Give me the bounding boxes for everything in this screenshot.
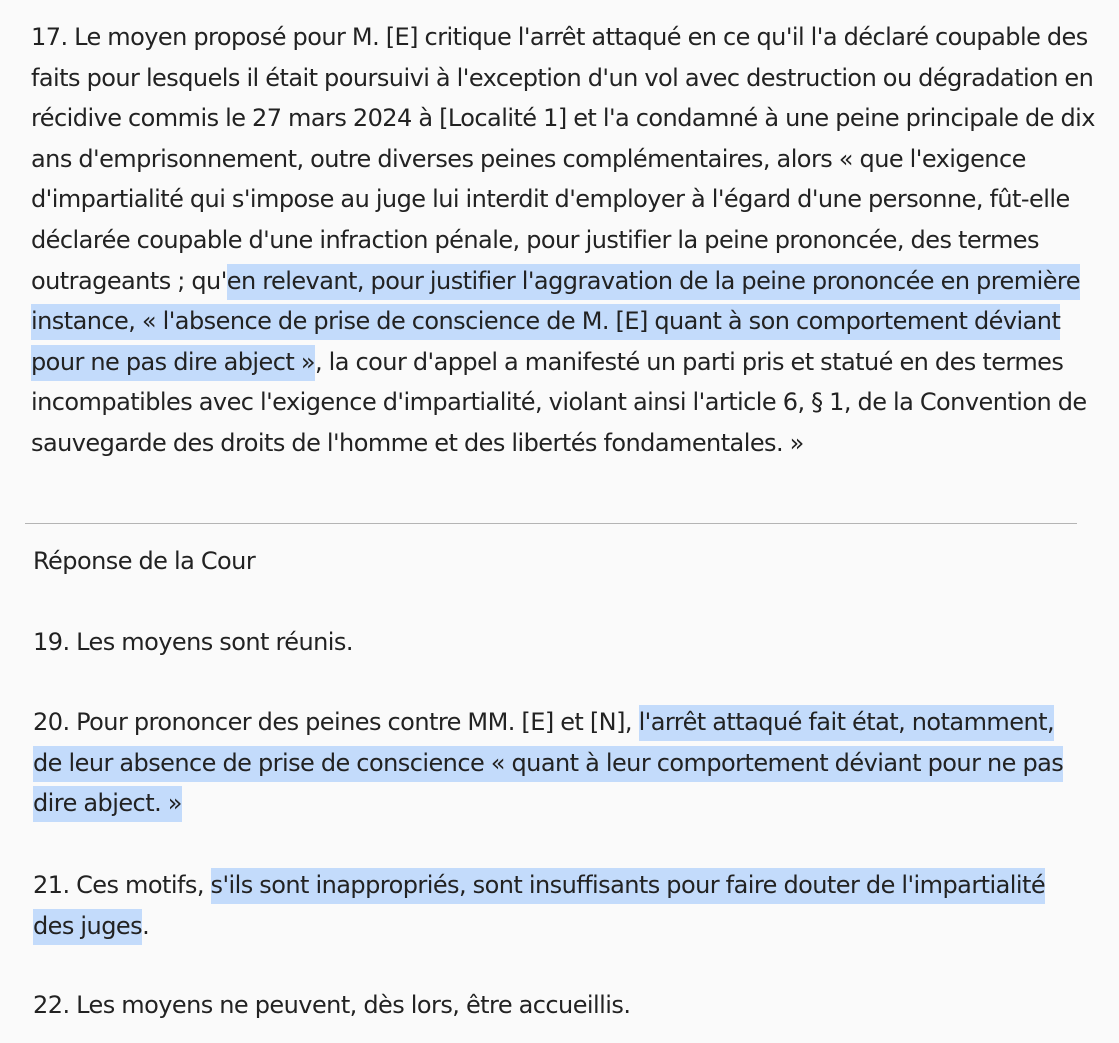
section-divider: [25, 523, 1077, 524]
paragraph-17-selected-text[interactable]: en relevant, pour justifier l'aggravation de la peine prononcée en première instance, « l'absence de prise de conscience de M. [E] quant à son comportement déviant pour ne pas dire abject »: [31, 264, 1080, 381]
paragraph-20-text-start: 20. Pour prononcer des peines contre MM. [E] et [N],: [33, 708, 639, 736]
paragraph-20-selected-text[interactable]: l'arrêt attaqué fait état, notamment, de leur absence de prise de conscience « quant à leur comportement déviant pour ne pas dire abject. »: [33, 705, 1063, 822]
paragraph-20: [33, 702, 1073, 824]
paragraph-17-text-end: , la cour d'appel a manifesté un parti pris et statué en des termes incompatibles avec l'exigence d'impartialité, violant ainsi l'article 6, § 1, de la Convention de sauvegarde des droits de l'homme et des libertés fondamentales. »: [31, 347, 1087, 457]
section-heading-reponse-de-la-cour: Réponse de la Cour: [33, 547, 256, 575]
paragraph-21-text-end: .: [142, 911, 150, 940]
paragraph-21: [33, 865, 1073, 946]
paragraph-19: 19. Les moyens sont réunis.: [33, 628, 353, 656]
paragraph-17-text-start: 17. Le moyen proposé pour M. [E] critique l'arrêt attaqué en ce qu'il l'a déclaré coupable des faits pour lesquels il était poursuivi à l'exception d'un vol avec destruction ou dégradation en récidive commis le 27 mars 2024 à [Localité 1] et l'a condamné à une peine principale de dix ans d'emprisonnement, outre diverses peines complémentaires, alors « que l'exigence d'impartialité qui s'impose au juge lui interdit d'employer à l'égard d'une personne, fût-elle déclarée coupable d'une infraction pénale, pour justifier la peine prononcée, des termes outrageants ; qu': [31, 23, 1095, 295]
paragraph-21-text-start: 21. Ces motifs,: [33, 871, 211, 899]
paragraph-17: [31, 17, 1101, 464]
paragraph-22: 22. Les moyens ne peuvent, dès lors, être accueillis.: [33, 991, 631, 1019]
paragraph-21-selected-text[interactable]: s'ils sont inappropriés, sont insuffisants pour faire douter de l'impartialité des juges: [33, 868, 1045, 945]
